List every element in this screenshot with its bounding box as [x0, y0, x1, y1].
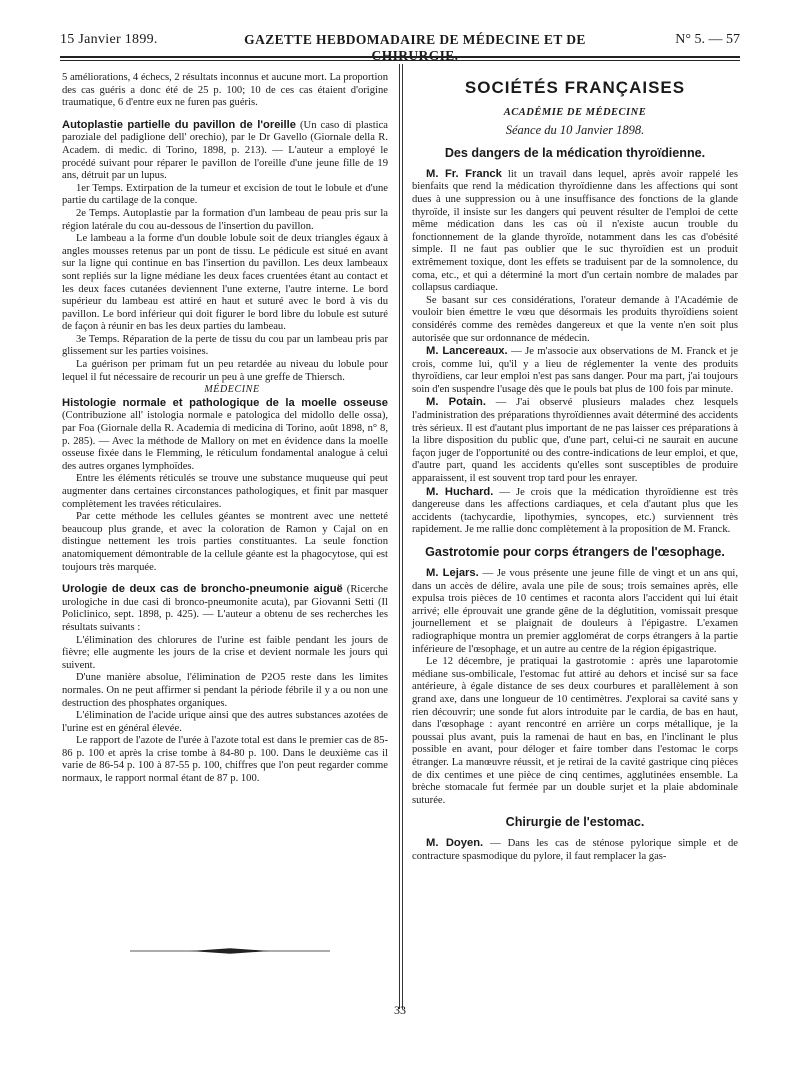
speaker-franck: M. Fr. Franck — [426, 167, 502, 180]
franck-paragraph-2: Se basant sur ces considérations, l'orateur demande à l'Académie de vouloir bien émettre le vœu que désormais les produits thyroïdiens soient considérés comme des remèdes dangereux et que la vente n'en soit plus autorisée que sur ordonnance de médecin. — [412, 294, 738, 344]
lejars-text: — Je vous présente une jeune fille de vingt et un ans qui, dans un accès de délire, avala une pile de sous; trois semaines après, elle expulsa trois pièces de 10 centimes et raconta alors l'accident qui lui était arrivé; elle éprouvait une grande gêne de la déglutition, vomissait presque journellement et se plaignait de douleurs à l'épigastre. L'examen radiographique montra un premier agglomérat de corps étrangers à la partie inférieure de l'œsophage, et un autre au centre de la région épigastrique. — [412, 568, 739, 655]
article-histologie — [62, 397, 388, 474]
subsection-medecine: MÉDECINE — [204, 384, 260, 396]
huchard-paragraph — [412, 486, 738, 537]
article-autoplastie — [62, 119, 388, 183]
article-title-chirurgie: Chirurgie de l'estomac. — [505, 815, 645, 830]
article-title-autoplastie: Autoplastie partielle du pavillon de l'oreille — [62, 118, 296, 131]
urologie-paragraph-3: D'une manière absolue, l'élimination de P2O5 reste dans les limites normales. On ne peut affirmer si pendant la période fébrile il y a ou non une destruction des phosphates organiques. — [62, 672, 388, 709]
lancereaux-text: — Je m'associe aux observations de M. Franck et je crois, comme lui, qu'il y a lieu de réglementer la vente des produits thyroïdiens, car leur emploi n'est pas sans danger. Pour ma part, j'ai toujours soin d'en suspendre l'usage dès que le pouls bat plus de 100 fois par minute. — [412, 346, 738, 395]
header-journal-title: GAZETTE HEBDOMADAIRE DE MÉDECINE ET DE CHIRURGIE. — [244, 32, 586, 63]
header-issue-number: N° 5. — 57 — [675, 32, 740, 47]
histologie-paragraph-3: Par cette méthode les cellules géantes se montrent avec une netteté beaucoup plus grande, et avec la coloration de Ramon y Cajal on en distingue nettement les trois parties constituantes. La seule fonction anatomiquement démontrable de la cellule géante est la phagocytose, qui est toujours très marquée. — [62, 511, 388, 573]
speaker-potain: M. Potain. — [426, 396, 486, 409]
lambeau-paragraph: Le lambeau a la forme d'un double lobule soit de deux triangles égaux à angles mousses retenus par un pont de tissu. Le pédicule est situé en avant sur la ligne qui continue en bas l'insertion du pavillon. Les deux lambeaux sont repliés sur la ligne médiane les deux faces cruentées étant au contact et les deux faces cutanées deviennent l'une externe, l'autre interne. Le bord supérieur du lambeau est attiré en haut et suturé avec le bord à vis du pavillon. Le bord inférieur qui doit figurer le bord libre du lobule est suturé de façon à réunir en bas les deux parties du lambeau. — [62, 233, 388, 333]
session-date: Séance du 10 Janvier 1898. — [505, 123, 645, 138]
header-date: 15 Janvier 1899. — [60, 32, 158, 47]
header-rule-thin — [60, 60, 740, 61]
urologie-paragraph-5: Le rapport de l'azote de l'urée à l'azote total est dans le premier cas de 85-86 p. 100 et après la crise tombe à 84-80 p. 100. Dans le deuxième cas il varie de 86-54 p. 100 à 87-55 p. 100, chiffres que l'on peut regarder comme normaux, le rapport normal étant de 87 p. 100. — [62, 735, 388, 785]
franck-text: lit un travail dans lequel, après avoir rappelé les bienfaits que rend la médication thyroïdienne dans les affections qui sont dues à une suppression ou à une insuffisance des fonctions de la glande thyroïde, il insiste sur les dangers qui peuvent résulter de l'emploi de cette même médication dans les cas où il n'existe aucun trouble du fonctionnement de la glande thyroïde, notamment dans les cas d'obésité simple. Il ne faut pas oublier que le suc thyroïdien est un produit extrêmement toxique, dont les effets se traduisent par de la somnolence, du coma, etc., et qui a déterminé la mort d'un certain nombre de malades par collapsus cardiaque. — [412, 168, 738, 294]
lancereaux-paragraph — [412, 345, 738, 396]
article-title-gastrotomie: Gastrotomie pour corps étrangers de l'œsophage. — [425, 545, 725, 559]
histologie-paragraph-2: Entre les éléments réticulés se trouve une substance muqueuse qui peut augmenter dans certaines circonstances pathologiques, et finit par masquer complètement les travées réticulaires. — [62, 473, 388, 510]
running-header — [60, 32, 740, 63]
guerison-paragraph: La guérison per primam fut un peu retardée au niveau du lobule pour lequel il fut nécessaire de recourir un peu à une greffe de Thiersch. — [62, 359, 388, 383]
right-column — [412, 72, 738, 863]
article-body-autoplastie: (Un caso di plastica paroziale del padiglione dell' orechio), par le Dr Gavello (Giornale della R. Academ. di medic. di Torino, 1898, p. 213). — L'auteur a employé le procédé suivant pour réparer le pavillon de l'oreille d'une jeune fille de 19 ans, détruit par un lupus. — [62, 119, 388, 182]
section-title: SOCIÉTÉS FRANÇAISES — [464, 78, 686, 97]
ornamental-rule — [130, 947, 330, 955]
speaker-doyen: M. Doyen. — [426, 837, 484, 850]
doyen-paragraph — [412, 837, 738, 863]
potain-text: — J'ai observé plusieurs malades chez lesquels l'administration des préparations thyroïdiennes avait déterminé des accidents très sérieux. Il est d'autant plus important de ne pas laisser ces préparations à la libre disposition du public que, d'une part, celui-ci ne saurait en aucune façon juger de l'opportunité ou des contre-indications de leur emploi, et que, d'autre part, quand les accidents qu'elles sont susceptibles de produire apparaissent, il est souvent trop tard pour les enrayer. — [412, 397, 738, 485]
huchard-text: — Je crois que la médication thyroïdienne est très dangereuse dans les affections cardiaques, et cela d'autant plus que les accidents (tachycardie, lipothymies, syncopes, etc.) surviennent très rapidement. Je me rallie donc complètement à la proposition de M. Franck. — [412, 486, 738, 536]
urologie-paragraph-2: L'élimination des chlorures de l'urine est faible pendant les jours de fièvre; elle augmente les jours de la crise et devient normale les jours qui suivent. — [62, 634, 388, 671]
lejars-paragraph — [412, 567, 738, 656]
speaker-huchard: M. Huchard. — [426, 485, 494, 498]
left-column — [62, 72, 388, 786]
article-body-urologie: (Ricerche urologiche in due casi di bronco-pneumonite acuta), par Giovanni Setti (Il Policlinico, sept. 1898, p. 425). — L'auteur a obtenu de ses recherches les résultats suivants : — [62, 584, 388, 633]
article-title-histologie: Histologie normale et pathologique de la moelle osseuse — [62, 396, 388, 409]
column-separator — [399, 64, 400, 1009]
article-title-thyroid: Des dangers de la médication thyroïdienne. — [444, 145, 706, 160]
column-separator-2 — [402, 64, 403, 1009]
temps-3: 3e Temps. Réparation de la perte de tissu du cou par un lambeau pris par glissement sur les parties voisines. — [62, 333, 388, 358]
article-title-urologie: Urologie de deux cas de broncho-pneumonie aiguë — [62, 583, 343, 596]
doyen-text: — Dans les cas de sténose pylorique simple et de contracture spasmodique du pylore, il faut remplacer la gas- — [412, 838, 738, 862]
page-folio: 33 — [394, 1003, 406, 1017]
intro-paragraph: 5 améliorations, 4 échecs, 2 résultats inconnus et aucune mort. La proportion des cas guéris a donc été de 25 p. 100; 10 de ces cas étaient d'origine traumatique, 6 d'entre eux ne furen pas guéris. — [62, 72, 388, 109]
urologie-paragraph-4: L'élimination de l'acide urique ainsi que des autres substances azotées de l'urine est en général élevée. — [62, 710, 388, 734]
article-urologie — [62, 583, 388, 634]
header-rule — [60, 56, 740, 58]
speaker-lancereaux: M. Lancereaux. — [426, 345, 508, 358]
article-body-histologie: (Contribuzione all' istologia normale e patologica del midollo delle ossa), par Foa (Giornale della R. Academia di medicina di Torino, août 1898, n° 8, p. 285). — Avec la méthode de Mallory on met en évidence dans la moelle osseuse fixée dans le Flemming, le réticulum fondamental analogue à celui des autres organes lymphoïdes. — [62, 410, 388, 472]
lejars-paragraph-2: Le 12 décembre, je pratiquai la gastrotomie : après une laparotomie médiane sus-ombilicale, l'estomac fut attiré au dehors et incisé sur sa face antérieure, à égale distance de ses deux courbures et parallèlement à son grand axe, dans une longueur de 10 centimètres. J'explorai sa cavité sans y rien découvrir; une sonde fut alors introduite par le cardia, de bas en haut, dans l'œsophage : ayant rencontré en arrière un corps métallique, je la poussai plus avant, puis la ramenai de haut en bas, en l'inclinant le plus possible en avant, pour déloger et faire tomber dans l'estomac le corps étranger. La manœuvre réussit, et je retirai de la cavité gastrique cinq pièces de dix centimes et une pièce de cinq centimes, agglutinées ensemble. La brèche stomacale fut fermée par un double surjet et la plaie abdominale suturée. — [412, 656, 738, 806]
temps-1: 1er Temps. Extirpation de la tumeur et excision de tout le lobule et d'une partie du cartilage de la conque. — [62, 182, 388, 207]
temps-2: 2e Temps. Autoplastie par la formation d'un lambeau de peau pris sur la région latérale du cou au-dessous de l'insertion du pavillon. — [62, 207, 388, 232]
academy-heading: ACADÉMIE DE MÉDECINE — [503, 106, 647, 118]
speaker-lejars: M. Lejars. — [426, 567, 479, 579]
franck-paragraph — [412, 168, 738, 295]
potain-paragraph — [412, 396, 738, 485]
